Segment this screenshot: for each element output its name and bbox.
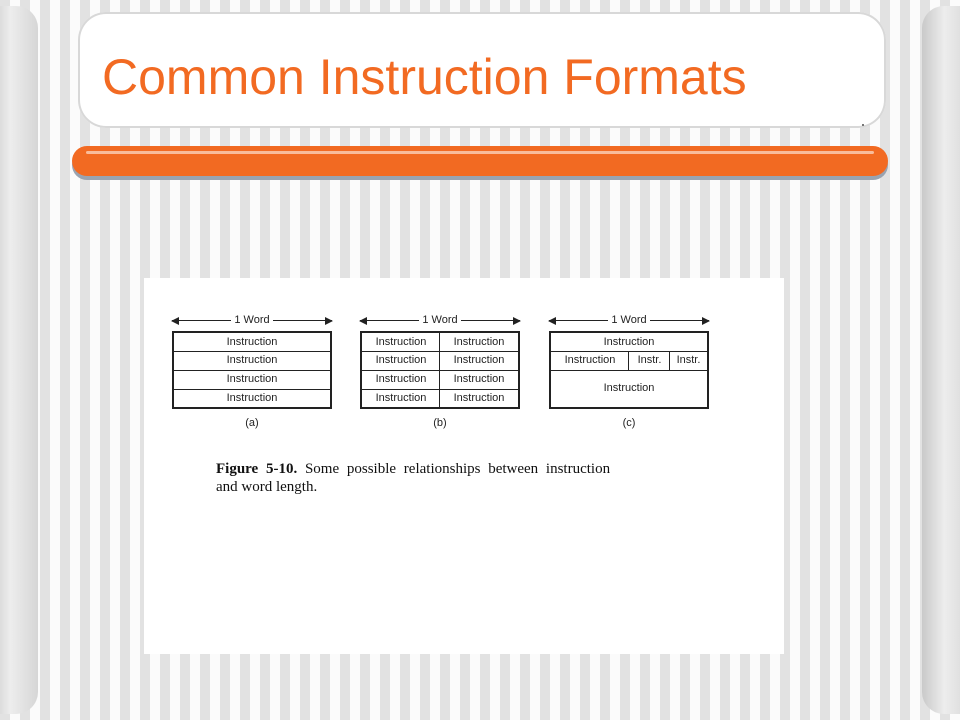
instruction-word-box <box>549 331 709 409</box>
caption-figure-label: Figure 5-10. <box>216 461 298 477</box>
instruction-cell: Instruction <box>375 354 427 366</box>
instr-cell: Instr. <box>676 354 701 366</box>
diagram-label-a: (a) <box>245 417 259 429</box>
figure-caption <box>216 460 686 496</box>
instruction-cell: Instruction <box>603 336 655 348</box>
instruction-cell: Instruction <box>453 392 505 404</box>
instr-cell: Instr. <box>637 354 662 366</box>
diagram-b <box>360 312 520 472</box>
left-decorative-pill <box>0 6 38 714</box>
diagram-label-b: (b) <box>433 417 447 429</box>
instruction-cell: Instruction <box>375 392 427 404</box>
diagram-a <box>172 312 332 472</box>
title-panel-dot <box>862 124 864 126</box>
instruction-cell: Instruction <box>453 354 505 366</box>
right-decorative-pill <box>922 6 960 714</box>
word-label: 1 Word <box>360 312 520 328</box>
diagram-c <box>549 312 709 472</box>
word-label: 1 Word <box>172 312 332 328</box>
instruction-cell: Instruction <box>375 336 427 348</box>
title-underline-bar <box>72 146 888 176</box>
caption-text-1: Some possible relationships between instruction <box>304 461 611 477</box>
instruction-cell: Instruction <box>226 336 278 348</box>
diagram-label-c: (c) <box>622 417 636 429</box>
instruction-cell: Instruction <box>226 373 278 385</box>
caption-line-1 <box>216 460 686 478</box>
instruction-cell: Instruction <box>375 373 427 385</box>
instruction-cell: Instruction <box>226 354 278 366</box>
instruction-cell: Instruction <box>453 373 505 385</box>
instruction-word-box <box>172 331 332 409</box>
instruction-word-box <box>360 331 520 409</box>
instruction-cell: Instruction <box>564 354 616 366</box>
word-label: 1 Word <box>549 312 709 328</box>
instruction-cell: Instruction <box>226 392 278 404</box>
caption-line-2: and word length. <box>216 479 318 495</box>
slide-title: Common Instruction Formats <box>102 49 747 105</box>
instruction-cell: Instruction <box>453 336 505 348</box>
instruction-cell: Instruction <box>603 382 655 394</box>
row-divider <box>551 370 707 371</box>
